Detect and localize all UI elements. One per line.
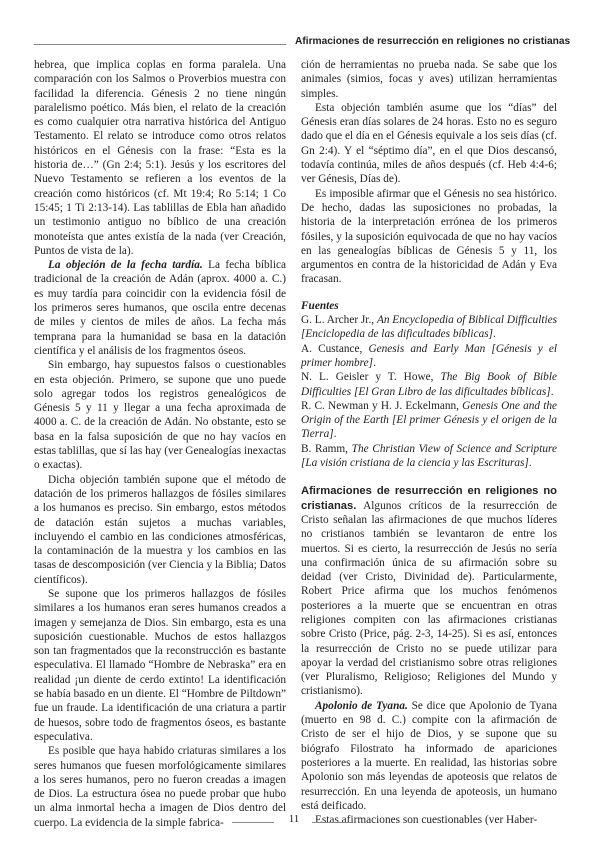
source-title: The Christian View of Science and Scripture [La visión cristiana de la ciencia y las Escrituras] (301, 442, 557, 470)
paragraph: Estas afirmaciones son cuestionables (ver Haber- (315, 814, 538, 827)
section-intro-text: Algunos críticos de la resurrección de Cristo señalan las afirmaciones de que muchos líderes no cristianos también se levantaron de entre los muertos. Si es cierto, la resurrección de Jesús no sería una confirmación única de su afirmación sobre su deidad (ver Cristo, Divinidad de). Particularmente, Robert Price afirma que los muchos fenómenos posteriores a la muerte que se encuentran en otras religiones compiten con las afirmaciones cristianas sobre Cristo (Price, pág. 2-3, 14-25). Si es así, entonces la resurrección de Cristo no se puede utilizar para apoyar la verdad del cristianismo sobre otras religiones (ver Pluralismo, Religioso; Religiones del Mundo y cristianismo). (301, 499, 557, 698)
paragraph: Se supone que los primeros hallazgos de fósiles similares a los humanos eran seres humanos creados a imagen y semejanza de Dios. Sin embargo, esta es una suposición cuestionable. Muchos de estos hallazgos son tan fragmentados que la reconstrucción es bastante especulativa. El llamado “Hombre de Nebraska” era en realidad ¡un diente de cerdo extinto! La identificación se había basado en un diente. El “Hombre de Piltdown” fue un fraude. La identificación de una criatura a partir de huesos, sobre todo de fragmentos óseos, es bastante especulativa. (34, 587, 286, 743)
source-entry (301, 442, 557, 471)
source-end: . (333, 428, 337, 441)
source-author: G. L. Archer Jr., (301, 314, 377, 327)
header-rule (34, 44, 286, 45)
source-author: B. Ramm, (301, 442, 352, 455)
paragraph: Es posible que haya habido criaturas similares a los seres humanos que fuesen morfológicamente similares a los seres humanos, pero no fueron creadas a imagen de Dios. La estructura ósea no puede probar que hubo un alma inmortal hecha a imagen de Dios dentro del cuerpo. La evidencia de la simple fabrica- (34, 745, 286, 829)
paragraph: Sin embargo, hay supuestos falsos o cuestionables en esta objeción. Primero, se supone que uno puede solo agregar todos los registros genealógicos de Génesis 5 y 11 y llegar a una fecha aproximada de 4000 a. C. de la creación de Adán. No obstante, esto se basa en la falsa suposición de que no hay vacíos en estas tablillas, que sí las hay (ver Genealogías inexactas o exactas). (34, 359, 286, 472)
footer-rule (312, 822, 352, 823)
section-intro (301, 484, 557, 698)
source-title: Genesis One and the Origin of the Earth [El primer Génesis y el origen de la Tierra] (301, 399, 557, 441)
paragraph-text: Se dice que Apolonio de Tyana (muerto en 98 d. C.) compite con la afirmación de Cristo de ser el hijo de Dios, y se supone que su biógrafo Filostrato ha informado de apariciones posteriores a la muerte. En realidad, las historias sobre Apolonio son más leyendas de apoteosis que relatos de resurrección. En una leyenda de apoteosis, un humano está deificado. (301, 699, 557, 812)
paragraph: Dicha objeción también supone que el método de datación de los primeros hallazgos de fósiles similares a los humanos es preciso. Sin embargo, estos métodos de datación están sujetos a muchas variables, incluyendo el cambio en las condiciones atmosféricas, la contaminación de la muestra y los cambios en las tasas de descomposición (ver Ciencia y la Biblia; Datos científicos). (34, 473, 286, 586)
source-author: R. C. Newman y H. J. Eckelmann, (301, 399, 463, 412)
paragraph: ción de herramientas no prueba nada. Se sabe que los animales (simios, focas y aves) utilizan herramientas simples. (301, 59, 557, 100)
source-entry (301, 399, 557, 442)
running-head: Afirmaciones de resurrección en religiones no cristianas (295, 36, 571, 47)
page-number: 11 (288, 813, 300, 825)
right-column (301, 58, 557, 827)
paragraph (34, 258, 286, 358)
source-entry (301, 342, 557, 371)
source-author: N. L. Geisler y T. Howe, (301, 371, 441, 384)
paragraph: hebrea, que implica coplas en forma paralela. Una comparación con los Salmos o Proverbios muestra con facilidad la diferencia. Génesis 2 no tiene ningún paralelismo poético. Más bien, el relato de la creación es como cualquier otra narrativa histórica del Antiguo Testamento. El relato se introduce como otros relatos históricos en el Génesis con la frase: “Esta es la historia de…” (Gn 2:4; 5:1). Jesús y los escritores del Nuevo Testamento se refieren a los eventos de la creación como históricos (cf. Mt 19:4; Ro 5:14; 1 Co 15:45; 1 Ti 2:13-14). Las tablillas de Ebla han añadido un testimonio antiguo no bíblico de una creación monoteísta que antes existía de la nada (ver Creación, Puntos de vista de la). (34, 59, 286, 257)
paragraph: Es imposible afirmar que el Génesis no sea histórico. De hecho, dadas las suposiciones no probadas, la historia de la interpretación errónea de los primeros fósiles, y la suposición equivocada de que no hay vacíos en las genealogías bíblicas de Génesis 5 y 11, los argumentos en contra de la historicidad de Adán y Eva fracasan. (301, 187, 557, 286)
source-end: . (550, 385, 554, 398)
paragraph (301, 699, 557, 813)
source-author: A. Custance, (301, 342, 369, 355)
run-in-heading: La objeción de la fecha tardía. (48, 259, 203, 272)
left-column (34, 58, 286, 830)
sources-heading: Fuentes (301, 299, 339, 312)
source-end: . (373, 356, 376, 369)
source-end: . (528, 457, 532, 470)
source-title: Genesis and Early Man [Génesis y el primer hombre] (301, 342, 557, 369)
paragraph-text: La fecha bíblica tradicional de la creación de Adán (aprox. 4000 a. C.) es muy tardía para coincidir con la evidencia fósil de los primeros seres humanos, que oscila entre decenas de miles y cientos de miles de años. La fecha más temprana para la humanidad se basa en la datación científica y el análisis de los fragmentos óseos. (34, 259, 286, 357)
section-title: Afirmaciones de resurrección en religiones no cristianas. (301, 485, 557, 512)
source-title: An Encyclopedia of Biblical Difficulties [Enciclopedia de las dificultades bíblicas] (301, 314, 558, 341)
source-entry (301, 370, 557, 399)
footer-rule (232, 822, 274, 823)
paragraph: Esta objeción también asume que los “días” del Génesis eran días solares de 24 horas. Esto no es seguro dado que el día en el Génesis equivale a los seis días (cf. Gn 2:4). Y el “séptimo día”, en el que Dios descansó, todavía continúa, miles de años después (cf. Heb 4:4-6; ver Génesis, Días de). (301, 101, 557, 186)
source-end: . (493, 328, 496, 341)
source-title: The Big Book of Bible Difficulties [El Gran Libro de las dificultades bíblicas] (301, 371, 557, 398)
source-entry (301, 313, 557, 342)
run-in-heading: Apolonio de Tyana. (315, 699, 408, 712)
